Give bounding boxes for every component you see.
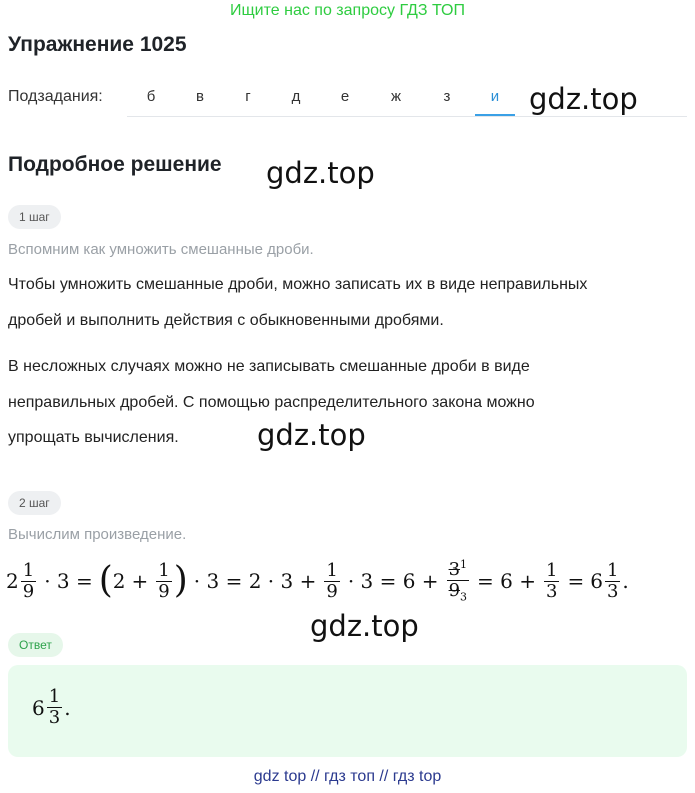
eq-frac-4-num-crossed: 3 — [448, 558, 461, 580]
step-2-badge: 2 шаг — [8, 491, 61, 515]
eq-frac-6 — [605, 561, 620, 602]
watermark-4: gdz.top — [310, 609, 419, 643]
eq-op-2: · 3 = 2 · 3 + — [193, 569, 317, 593]
eq-frac-4-den-crossed: 9 — [448, 579, 461, 601]
eq-plus-1: + — [131, 569, 149, 593]
tab-d[interactable]: д — [291, 88, 301, 105]
step-1-paragraph-2-line-2: неправильных дробей. С помощью распределительного закона можно — [8, 394, 535, 411]
subtasks-label: Подзадания: — [8, 88, 103, 105]
eq-frac-4-cancelled — [447, 555, 469, 608]
top-banner[interactable]: Ищите нас по запросу ГДЗ ТОП — [230, 2, 465, 19]
eq-left-paren: ( — [98, 560, 113, 601]
step-1-paragraph-1-line-1: Чтобы умножить смешанные дроби, можно записать их в виде неправильных — [8, 276, 588, 293]
eq-whole-6: 6 — [590, 569, 603, 593]
eq-frac-4-den-reduced: 3 — [460, 590, 468, 604]
eq-frac-4-den — [447, 580, 469, 608]
eq-frac-2-num: 1 — [158, 559, 170, 581]
eq-frac-6-num: 1 — [606, 559, 619, 581]
step-2-hint: Вычислим произведение. — [8, 526, 187, 543]
answer-value — [32, 687, 71, 728]
eq-op-4: = 6 + — [477, 569, 536, 593]
answer-whole: 6 — [32, 695, 45, 720]
step-1-badge: 1 шаг — [8, 205, 61, 229]
watermark-1: gdz.top — [529, 82, 638, 116]
step-1-hint: Вспомним как умножить смешанные дроби. — [8, 241, 314, 258]
eq-frac-5-den: 3 — [546, 580, 558, 602]
eq-op-5: = — [567, 569, 585, 593]
eq-frac-6-den: 3 — [606, 580, 619, 602]
step-1-paragraph-2-line-1: В несложных случаях можно не записывать смешанные дроби в виде — [8, 358, 530, 375]
solution-title: Подробное решение — [8, 153, 222, 176]
eq-whole-1: 2 — [6, 569, 19, 593]
eq-period: . — [622, 569, 629, 593]
eq-frac-1-den: 9 — [22, 580, 35, 602]
tab-v[interactable]: в — [196, 88, 204, 105]
eq-frac-3-num: 1 — [326, 559, 338, 581]
tab-i[interactable]: и — [475, 88, 515, 114]
equation — [6, 553, 629, 609]
eq-frac-3-den: 9 — [326, 580, 338, 602]
tab-e[interactable]: е — [340, 88, 350, 105]
eq-frac-5 — [544, 561, 559, 602]
eq-two: 2 — [112, 569, 126, 593]
step-1-paragraph-2-line-3: упрощать вычисления. — [8, 429, 179, 446]
eq-frac-4-num — [447, 555, 469, 580]
eq-frac-4-num-reduced: 1 — [460, 557, 468, 571]
answer-num: 1 — [48, 686, 61, 707]
answer-badge: Ответ — [8, 633, 63, 657]
tab-g[interactable]: г — [245, 88, 251, 105]
watermark-3: gdz.top — [257, 418, 366, 452]
answer-box — [8, 665, 687, 757]
page-title: Упражнение 1025 — [8, 33, 187, 56]
eq-frac-1-num: 1 — [22, 559, 35, 581]
answer-den: 3 — [48, 707, 61, 728]
tab-b[interactable]: б — [146, 88, 156, 105]
answer-period: . — [64, 695, 71, 720]
eq-right-paren: ) — [173, 560, 188, 601]
eq-op-3: · 3 = 6 + — [347, 569, 439, 593]
eq-frac-5-num: 1 — [546, 559, 558, 581]
eq-frac-1 — [21, 561, 36, 602]
tab-z[interactable]: з — [443, 88, 451, 105]
answer-frac — [47, 687, 62, 728]
tab-zh[interactable]: ж — [390, 88, 402, 105]
eq-frac-3 — [324, 561, 339, 602]
step-1-paragraph-1-line-2: дробей и выполнить действия с обыкновенными дробями. — [8, 312, 444, 329]
eq-op-1: · 3 = — [44, 569, 93, 593]
eq-frac-2 — [156, 561, 171, 602]
watermark-2: gdz.top — [266, 156, 375, 190]
eq-frac-2-den: 9 — [158, 580, 170, 602]
footer-links[interactable]: gdz top // гдз топ // гдз top — [253, 768, 442, 785]
